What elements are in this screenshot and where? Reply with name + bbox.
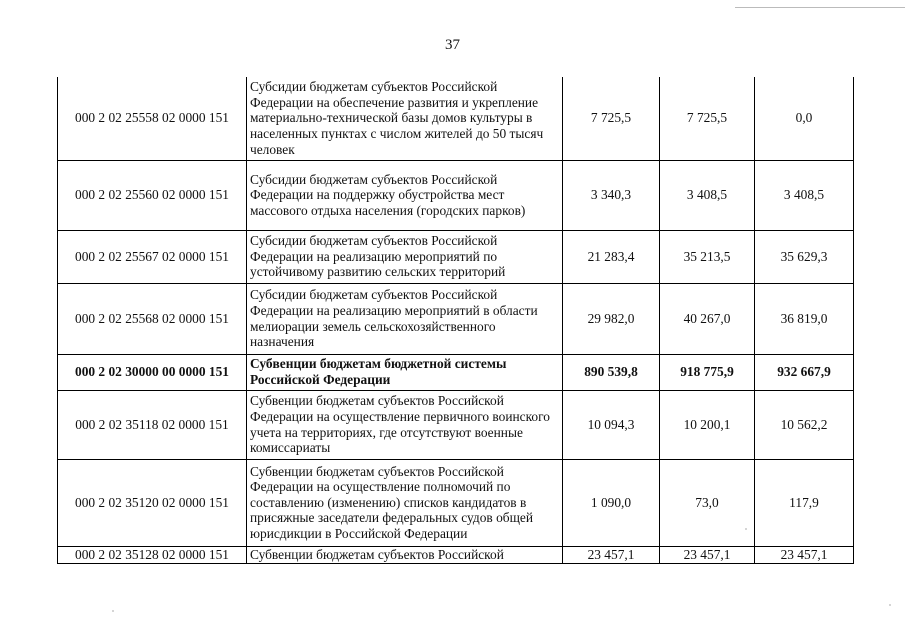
revenue-name: Субсидии бюджетам субъектов Российской Федерации на обеспечение развития и укрепление материально-технической базы домов культуры в населенных пунктах с числом жителей до 50 тысяч человек — [247, 77, 563, 160]
amount-year-2: 35 213,5 — [660, 230, 755, 283]
budget-code: 000 2 02 30000 00 0000 151 — [58, 354, 247, 390]
amount-year-1: 3 340,3 — [563, 160, 660, 230]
amount-year-3: 932 667,9 — [755, 354, 854, 390]
scan-speck — [889, 604, 891, 606]
amount-year-3: 3 408,5 — [755, 160, 854, 230]
budget-code: 000 2 02 35118 02 0000 151 — [58, 390, 247, 459]
scan-edge-line — [735, 7, 905, 8]
amount-year-2: 918 775,9 — [660, 354, 755, 390]
scan-speck — [112, 610, 114, 612]
table-row — [58, 283, 854, 354]
revenue-name: Субвенции бюджетам субъектов Российской — [247, 546, 563, 563]
budget-code: 000 2 02 35128 02 0000 151 — [58, 546, 247, 563]
revenue-name: Субвенции бюджетам субъектов Российской Федерации на осуществление полномочий по составлению (изменению) списков кандидатов в присяжные заседатели федеральных судов общей юрисдикции в Российской Федерации — [247, 459, 563, 546]
amount-year-2: 3 408,5 — [660, 160, 755, 230]
page-number: 37 — [445, 37, 460, 53]
table-row — [58, 459, 854, 546]
amount-year-1: 1 090,0 — [563, 459, 660, 546]
amount-year-3: 36 819,0 — [755, 283, 854, 354]
amount-year-3: 35 629,3 — [755, 230, 854, 283]
amount-year-1: 29 982,0 — [563, 283, 660, 354]
amount-year-1: 890 539,8 — [563, 354, 660, 390]
budget-code: 000 2 02 25558 02 0000 151 — [58, 77, 247, 160]
budget-code: 000 2 02 25567 02 0000 151 — [58, 230, 247, 283]
revenue-name: Субсидии бюджетам субъектов Российской Федерации на поддержку обустройства мест массового отдыха населения (городских парков) — [247, 160, 563, 230]
revenue-name: Субсидии бюджетам субъектов Российской Федерации на реализацию мероприятий в области мелиорации земель сельскохозяйственного назначения — [247, 283, 563, 354]
amount-year-2: 40 267,0 — [660, 283, 755, 354]
table-row-subtotal — [58, 354, 854, 390]
budget-code: 000 2 02 25560 02 0000 151 — [58, 160, 247, 230]
amount-year-2: 7 725,5 — [660, 77, 755, 160]
table-row — [58, 546, 854, 563]
scan-speck — [745, 528, 747, 530]
budget-code: 000 2 02 25568 02 0000 151 — [58, 283, 247, 354]
amount-year-2: 23 457,1 — [660, 546, 755, 563]
amount-year-3: 117,9 — [755, 459, 854, 546]
amount-year-3: 0,0 — [755, 77, 854, 160]
budget-code: 000 2 02 35120 02 0000 151 — [58, 459, 247, 546]
amount-year-3: 23 457,1 — [755, 546, 854, 563]
amount-year-1: 10 094,3 — [563, 390, 660, 459]
amount-year-3: 10 562,2 — [755, 390, 854, 459]
revenue-name: Субвенции бюджетам бюджетной системы Российской Федерации — [247, 354, 563, 390]
amount-year-2: 10 200,1 — [660, 390, 755, 459]
table-row — [58, 390, 854, 459]
table-row — [58, 160, 854, 230]
revenue-name: Субсидии бюджетам субъектов Российской Федерации на реализацию мероприятий по устойчивому развитию сельских территорий — [247, 230, 563, 283]
amount-year-1: 7 725,5 — [563, 77, 660, 160]
amount-year-1: 21 283,4 — [563, 230, 660, 283]
revenue-name: Субвенции бюджетам субъектов Российской Федерации на осуществление первичного воинского учета на территориях, где отсутствуют военные комиссариаты — [247, 390, 563, 459]
table-row — [58, 77, 854, 160]
budget-revenue-table — [57, 77, 854, 564]
amount-year-2: 73,0 — [660, 459, 755, 546]
amount-year-1: 23 457,1 — [563, 546, 660, 563]
table-row — [58, 230, 854, 283]
